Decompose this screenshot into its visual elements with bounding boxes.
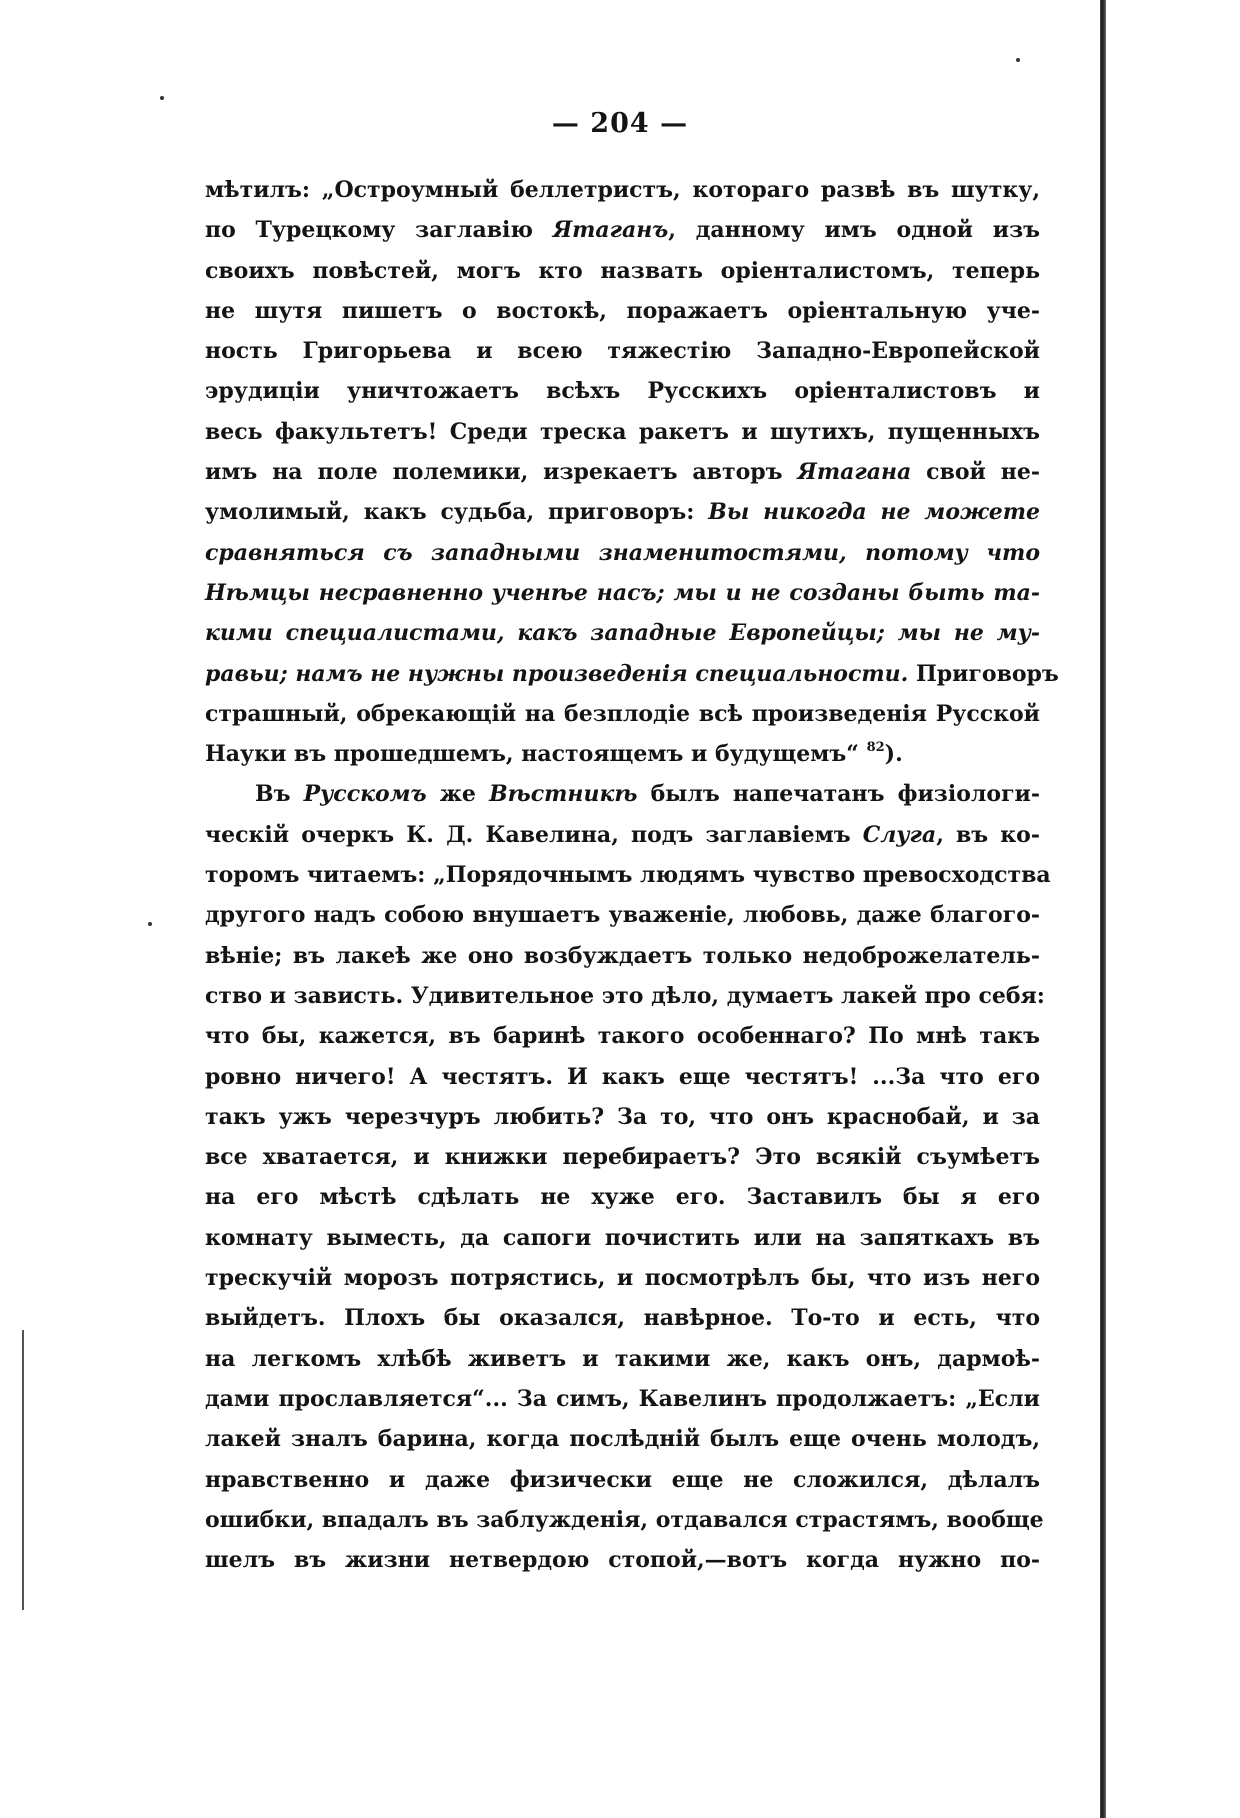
italic-text: Нѣмцы несравненно ученѣе насъ; мы и не созданы быть та-: [205, 579, 1040, 606]
text-line: другого надъ собою внушаетъ уваженіе, любовь, даже благого-: [205, 902, 1040, 929]
text-line: ровно ничего! А честятъ. И какъ еще честятъ! ...За что его: [205, 1063, 1040, 1090]
text-line: страшный, обрекающій на безплодіе всѣ произведенія Русской: [205, 700, 1040, 727]
text-segment: имъ на поле полемики, изрекаетъ авторъ: [205, 459, 798, 486]
text-line: [205, 573, 1040, 613]
text-line: лакей зналъ барина, когда послѣдній былъ еще очень молодъ,: [205, 1426, 1040, 1453]
text-line: [205, 613, 1040, 653]
text-line: своихъ повѣстей, могъ кто назвать оріенталистомъ, теперь: [205, 257, 1040, 284]
text-line: трескучій морозъ потрястись, и посмотрѣлъ бы, что изъ него: [205, 1265, 1040, 1292]
text-line: не шутя пишетъ о востокѣ, поражаетъ оріентальную уче-: [205, 297, 1040, 324]
scan-speck: [160, 96, 164, 100]
text-line: выйдетъ. Плохъ бы оказался, навѣрное. То-то и есть, что: [205, 1305, 1040, 1332]
text-segment: Въ: [255, 781, 304, 808]
text-line: торомъ читаемъ: „Порядочнымъ людямъ чувство превосходства: [205, 862, 1051, 889]
page-left-edge-mark: [22, 1330, 24, 1610]
page-number: — 204 —: [551, 108, 689, 139]
text-line: [205, 654, 1059, 694]
text-line: [205, 774, 1040, 814]
text-line: шелъ въ жизни нетвердою стопой,—вотъ когда нужно по-: [205, 1547, 1040, 1574]
italic-text: равьи; намъ не нужны произведенія специальности.: [205, 660, 909, 687]
text-line: все хватается, и книжки перебираетъ? Это всякій съумѣетъ: [205, 1144, 1040, 1171]
text-segment: , данному имъ одной изъ: [668, 217, 1040, 244]
scan-speck: [148, 922, 152, 926]
text-line: эрудиціи уничтожаетъ всѣхъ Русскихъ оріенталистовъ и: [205, 378, 1040, 405]
text-line: [205, 210, 1040, 250]
scan-speck: [1016, 58, 1020, 62]
text-line: [205, 452, 1040, 492]
text-line: весь факультетъ! Среди треска ракетъ и шутихъ, пущенныхъ: [205, 418, 1040, 445]
page-text: [205, 170, 1059, 1580]
text-line: вѣніе; въ лакеѣ же оно возбуждаетъ только недоброжелатель-: [205, 942, 1040, 969]
text-segment: свой не-: [911, 459, 1040, 486]
text-line: комнату выместь, да сапоги почистить или на запяткахъ въ: [205, 1224, 1040, 1251]
text-line: ность Григорьева и всею тяжестію Западно-Европейской: [205, 338, 1040, 365]
italic-text: Ятаганъ: [552, 217, 669, 244]
text-segment: былъ напечатанъ физіологи-: [637, 781, 1040, 808]
italic-text: Вѣстникѣ: [489, 781, 638, 808]
italic-text: Вы никогда не можете: [708, 499, 1040, 526]
italic-text: сравняться съ западными знаменитостями, потому что: [205, 539, 1040, 566]
text-line: что бы, кажется, въ баринѣ такого особеннаго? По мнѣ такъ: [205, 1023, 1040, 1050]
text-line: [205, 533, 1040, 573]
text-segment: ).: [884, 741, 903, 768]
text-line: [205, 492, 1040, 532]
text-segment: ческій очеркъ К. Д. Кавелина, подъ заглавіемъ: [205, 821, 863, 848]
italic-text: Русскомъ: [303, 781, 427, 808]
footnote-ref: 82: [866, 740, 885, 756]
italic-text: Слуга: [862, 821, 937, 848]
text-line: мѣтилъ: „Остроумный беллетристъ, котораго развѣ въ шутку,: [205, 177, 1040, 203]
text-segment: же: [426, 781, 490, 808]
text-line: нравственно и даже физически еще не сложился, дѣлалъ: [205, 1466, 1040, 1493]
text-segment: умолимый, какъ судьба, приговоръ:: [205, 499, 709, 526]
text-line: на легкомъ хлѣбѣ живетъ и такими же, какъ онъ, дармоѣ-: [205, 1345, 1040, 1372]
text-line: ошибки, впадалъ въ заблужденія, отдавался страстямъ, вообще: [205, 1506, 1044, 1533]
italic-text: Ятагана: [797, 459, 912, 486]
text-line: на его мѣстѣ сдѣлать не хуже его. Заставилъ бы я его: [205, 1184, 1040, 1211]
page-right-edge: [1100, 0, 1106, 1818]
text-segment: Приговоръ: [908, 660, 1059, 687]
text-line: такъ ужъ черезчуръ любить? За то, что онъ краснобай, и за: [205, 1103, 1040, 1130]
text-line: ство и зависть. Удивительное это дѣло, думаетъ лакей про себя:: [205, 982, 1045, 1009]
text-segment: , въ ко-: [936, 821, 1040, 848]
text-segment: по Турецкому заглавію: [205, 217, 553, 244]
text-segment: Науки въ прошедшемъ, настоящемъ и будущемъ“: [205, 741, 867, 768]
text-line: [205, 734, 1040, 774]
text-line: [205, 815, 1040, 855]
italic-text: кими специалистами, какъ западные Европейцы; мы не му-: [205, 620, 1040, 647]
text-line: дами прославляется“... За симъ, Кавелинъ продолжаетъ: „Если: [205, 1385, 1040, 1412]
